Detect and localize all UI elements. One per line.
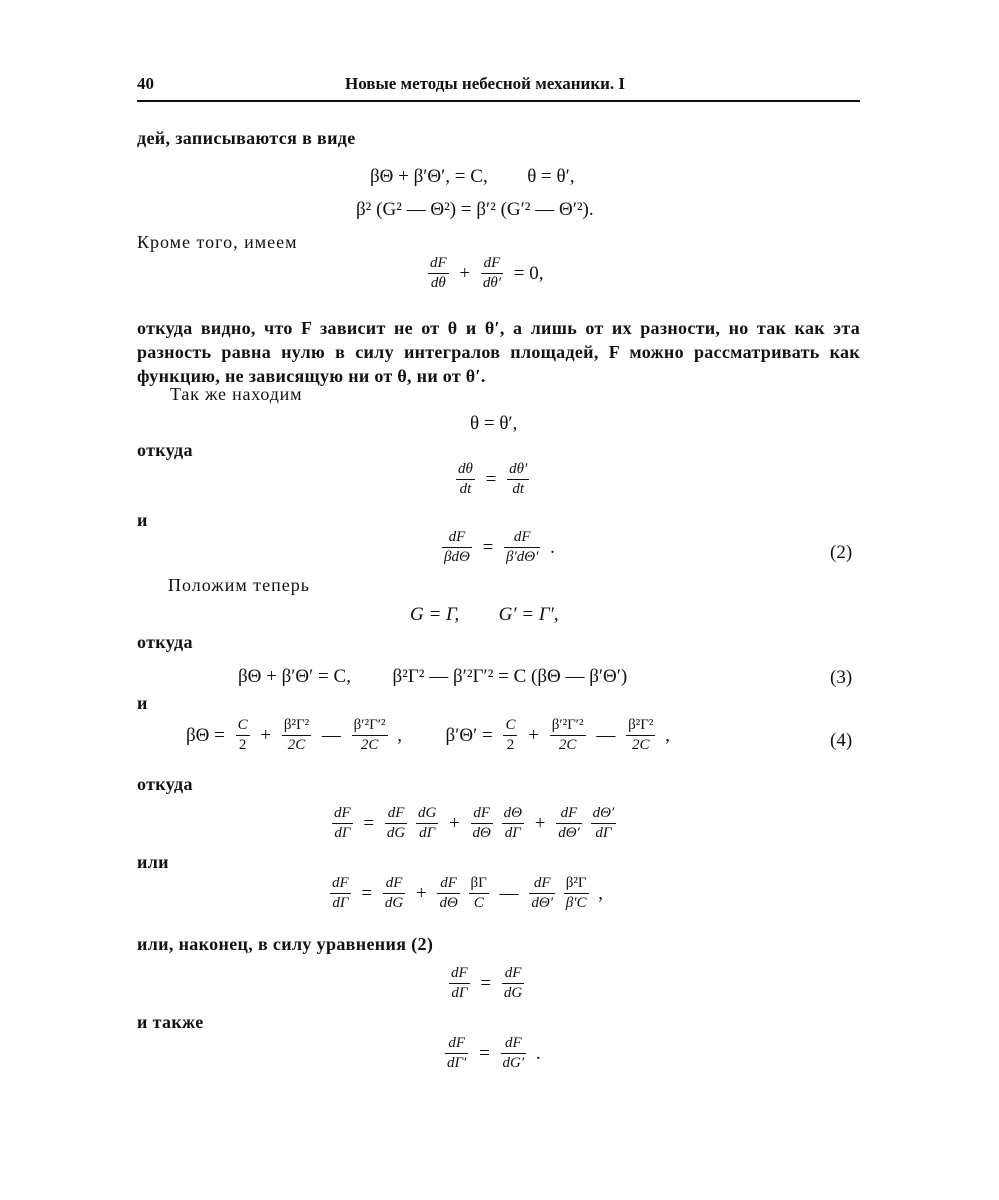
page-number: 40 <box>137 74 154 93</box>
equation: $\frac{dF}{\text{βdΘ}}$ = $\frac{dF}{\beta'd\Theta'}$ . <box>444 529 555 565</box>
text-line: и <box>137 510 148 530</box>
text-line: Так же находим <box>170 384 303 404</box>
equation: βΘ + β′Θ′ = C, β²Γ² — β′²Γ′² = C (βΘ — β′Θ′) <box>238 666 628 687</box>
text-line: откуда <box>137 632 193 652</box>
equation: $\frac{dF}{d\theta}$ + $\frac{dF}{d\theta'}$ = 0, <box>430 255 544 291</box>
equation: $\frac{dF}{d\Gamma}$ = $\frac{dF}{dG}$ $\frac{dG}{d\Gamma}$ + $\frac{dF}{d\Theta}$ $\frac{d\Theta}{d\Gamma}$ + $\frac{dF}{d\Theta'}$ $\frac{d\Theta'}{d\Gamma}$ <box>334 805 615 841</box>
text-line: или <box>137 852 169 872</box>
text-line: и <box>137 693 148 713</box>
equation: βΘ = $\frac{C}{2}$ + $\frac{\text{β²Γ²}}{2C}$ — $\frac{\text{β′²Γ′²}}{2C}$ , β′Θ′ = $\frac{C}{2}$ + $\frac{\text{β′²Γ′²}}{2C}$ — $\frac{\text{β²Γ²}}{2C}$ , <box>186 717 670 753</box>
equation <box>370 167 575 186</box>
equation-number: (3) <box>830 667 853 688</box>
eq-part: βΘ + β′Θ′, = C, <box>370 166 488 187</box>
equation: β² (G² — Θ²) = β′² (G′² — Θ′²). <box>356 199 594 220</box>
text-line: дей, записываются в виде <box>137 128 356 148</box>
text-line: откуда <box>137 774 193 794</box>
equation: $\frac{d\theta}{dt}$ = $\frac{d\theta'}{dt}$ <box>458 461 528 497</box>
text-line: откуда <box>137 440 193 460</box>
equation: $\frac{dF}{d\Gamma'}$ = $\frac{dF}{dG'}$ . <box>447 1035 541 1071</box>
equation: θ = θ′, <box>470 413 518 434</box>
eq-part: θ = θ′, <box>527 166 575 187</box>
equation: G = Γ, G′ = Γ′, <box>410 604 559 625</box>
paragraph: откуда видно, что F зависит не от θ и θ′, а лишь от их разности, но так как эта разность равна нулю в силу интегралов площадей, F можно рассматривать как функцию, не зависящую ни от θ, ни от θ′. <box>137 318 860 386</box>
equation: $\frac{dF}{d\Gamma}$ = $\frac{dF}{dG}$ <box>451 965 523 1001</box>
text-line: и также <box>137 1012 204 1032</box>
equation-number: (2) <box>830 542 853 563</box>
equation-number: (4) <box>830 730 853 751</box>
text-line: или, наконец, в силу уравнения (2) <box>137 934 434 954</box>
equation: $\frac{dF}{d\Gamma}$ = $\frac{dF}{dG}$ + $\frac{dF}{d\Theta}$ $\frac{\beta\Gamma}{C}$ — $\frac{dF}{d\Theta'}$ $\frac{\text{β²Γ}}{\beta'C}$ , <box>332 875 604 911</box>
text-line: Положим теперь <box>168 575 310 595</box>
text-line: Кроме того, имеем <box>137 232 298 252</box>
header-rule <box>137 100 860 102</box>
running-title: Новые методы небесной механики. I <box>345 74 626 93</box>
